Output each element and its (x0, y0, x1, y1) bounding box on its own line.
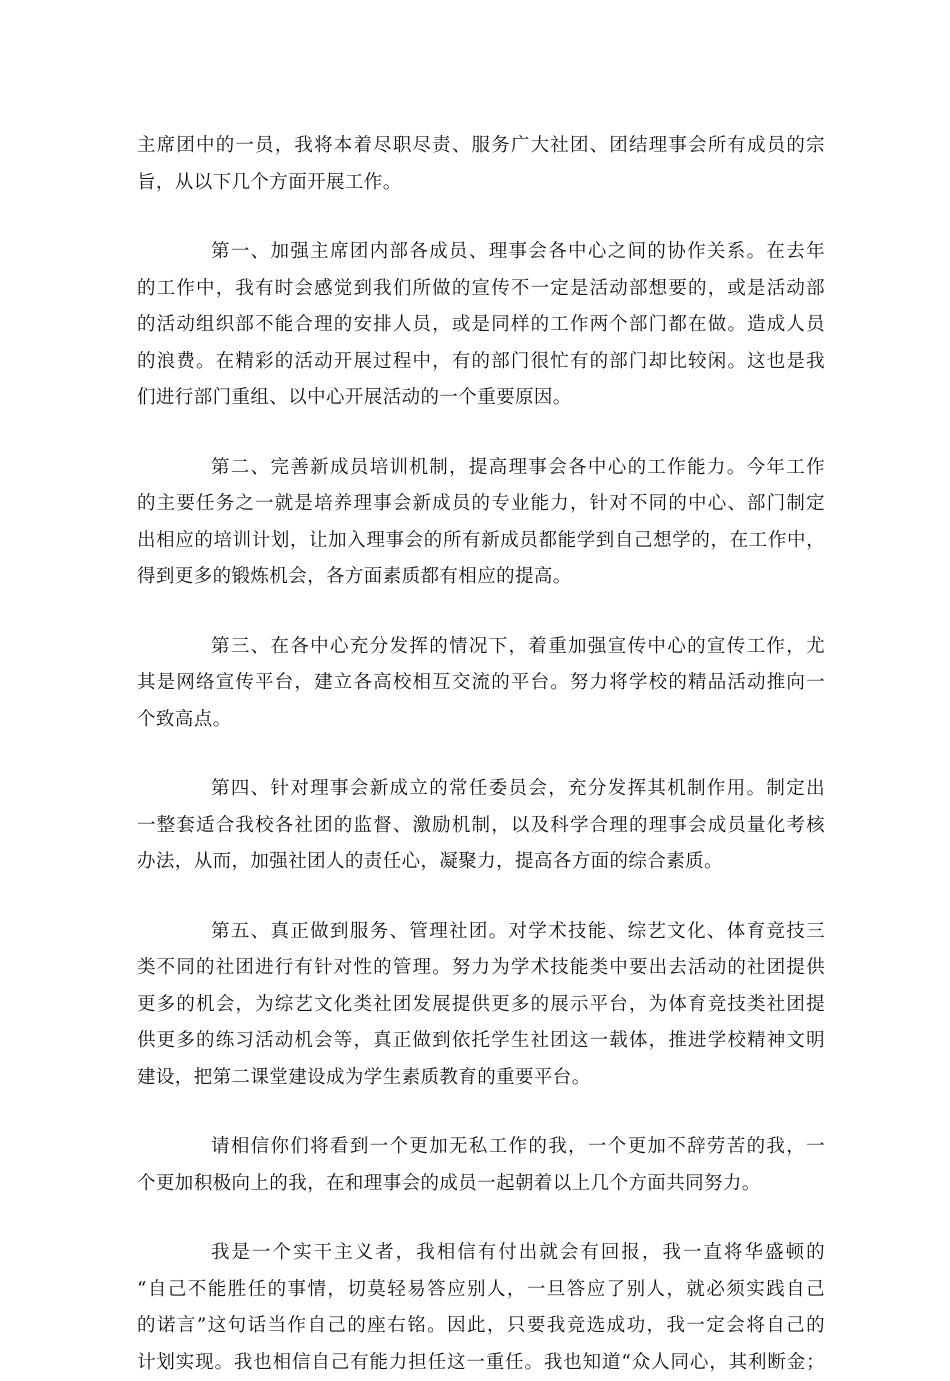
paragraph-point-2 (137, 450, 825, 596)
text-line: 得到更多的锻炼机会，各方面素质都有相应的提高。 (137, 559, 825, 596)
paragraph-motto (137, 1235, 825, 1381)
text-line: 请相信你们将看到一个更加无私工作的我，一个更加不辞劳苦的我，一 (137, 1129, 825, 1166)
text-line: 一整套适合我校各社团的监督、激励机制，以及科学合理的理事会成员量化考核 (137, 808, 825, 845)
paragraph-point-1 (137, 234, 825, 417)
text-line: 个更加积极向上的我，在和理事会的成员一起朝着以上几个方面共同努力。 (137, 1166, 825, 1203)
text-line: 建设，把第二课堂建设成为学生素质教育的重要平台。 (137, 1060, 825, 1097)
paragraph-point-3 (137, 629, 825, 739)
document-body (137, 128, 825, 1381)
text-line: 的浪费。在精彩的活动开展过程中，有的部门很忙有的部门却比较闲。这也是我 (137, 344, 825, 381)
text-line: 计划实现。我也相信自己有能力担任这一重任。我也知道“众人同心，其利断金； (137, 1345, 825, 1381)
text-line: 的活动组织部不能合理的安排人员，或是同样的工作两个部门都在做。造成人员 (137, 307, 825, 344)
paragraph-intro (137, 128, 825, 201)
text-line: “自己不能胜任的事情，切莫轻易答应别人，一旦答应了别人，就必须实践自己 (137, 1272, 825, 1309)
text-line: 办法，从而，加强社团人的责任心，凝聚力，提高各方面的综合素质。 (137, 844, 825, 881)
text-line: 更多的机会，为综艺文化类社团发展提供更多的展示平台，为体育竞技类社团提 (137, 987, 825, 1024)
paragraph-commitment (137, 1129, 825, 1202)
text-line: 们进行部门重组、以中心开展活动的一个重要原因。 (137, 380, 825, 417)
text-line: 出相应的培训计划，让加入理事会的所有新成员都能学到自己想学的，在工作中， (137, 523, 825, 560)
text-line: 第二、完善新成员培训机制，提高理事会各中心的工作能力。今年工作 (137, 450, 825, 487)
text-line: 个致高点。 (137, 702, 825, 739)
text-line: 的工作中，我有时会感觉到我们所做的宣传不一定是活动部想要的，或是活动部 (137, 271, 825, 308)
text-line: 主席团中的一员，我将本着尽职尽责、服务广大社团、团结理事会所有成员的宗 (137, 128, 825, 165)
text-line: 第五、真正做到服务、管理社团。对学术技能、综艺文化、体育竞技三 (137, 914, 825, 951)
text-line: 供更多的练习活动机会等，真正做到依托学生社团这一载体，推进学校精神文明 (137, 1023, 825, 1060)
text-line: 类不同的社团进行有针对性的管理。努力为学术技能类中要出去活动的社团提供 (137, 950, 825, 987)
text-line: 我是一个实干主义者，我相信有付出就会有回报，我一直将华盛顿的 (137, 1235, 825, 1272)
text-line: 第一、加强主席团内部各成员、理事会各中心之间的协作关系。在去年 (137, 234, 825, 271)
text-line: 第三、在各中心充分发挥的情况下，着重加强宣传中心的宣传工作，尤 (137, 629, 825, 666)
text-line: 的诺言”这句话当作自己的座右铭。因此，只要我竞选成功，我一定会将自己的 (137, 1308, 825, 1345)
paragraph-point-4 (137, 771, 825, 881)
text-line: 旨，从以下几个方面开展工作。 (137, 165, 825, 202)
text-line: 其是网络宣传平台，建立各高校相互交流的平台。努力将学校的精品活动推向一 (137, 665, 825, 702)
text-line: 的主要任务之一就是培养理事会新成员的专业能力，针对不同的中心、部门制定 (137, 486, 825, 523)
text-line: 第四、针对理事会新成立的常任委员会，充分发挥其机制作用。制定出 (137, 771, 825, 808)
paragraph-point-5 (137, 914, 825, 1097)
